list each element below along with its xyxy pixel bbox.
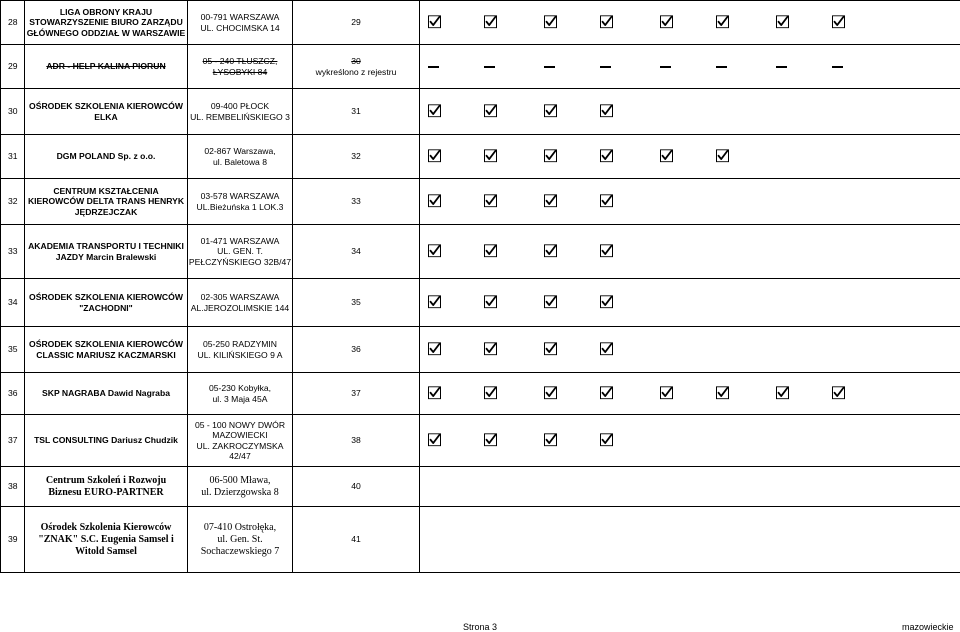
table-row bbox=[1, 415, 960, 467]
checkbox-checked-icon bbox=[428, 149, 441, 165]
entity-name bbox=[25, 373, 188, 415]
checkbox-checked-icon bbox=[776, 386, 789, 402]
cell-line: 40 bbox=[351, 481, 361, 492]
cell-line: 05-230 Kobyłka, bbox=[208, 383, 272, 393]
entity-address bbox=[188, 373, 293, 415]
cell-line: ŁYSOBYKI 84 bbox=[212, 66, 268, 77]
cell-line: 38 bbox=[351, 435, 361, 446]
entity-name bbox=[25, 179, 188, 225]
register-number bbox=[293, 415, 420, 467]
cell-line: AKADEMIA TRANSPORTU I TECHNIKI bbox=[28, 241, 184, 251]
register-number bbox=[293, 135, 420, 179]
cell-line: 32 bbox=[351, 151, 361, 162]
checkbox-checked-icon bbox=[484, 386, 497, 402]
scope-marks bbox=[420, 507, 960, 573]
cell-line: CLASSIC MARIUSZ KACZMARSKI bbox=[36, 349, 176, 360]
cell-line: SKP NAGRABA Dawid Nagraba bbox=[42, 388, 170, 399]
table-row bbox=[1, 467, 960, 507]
entry-number: 35 bbox=[1, 327, 25, 373]
checkbox-checked-icon bbox=[428, 342, 441, 358]
entry-number: 39 bbox=[1, 507, 25, 573]
checkbox-checked-icon bbox=[600, 15, 613, 31]
checkbox-checked-icon bbox=[428, 244, 441, 260]
cell-line: 33 bbox=[351, 196, 361, 207]
checkbox-checked-icon bbox=[544, 342, 557, 358]
checkbox-checked-icon bbox=[428, 15, 441, 31]
cell-line: "ZACHODNI" bbox=[79, 302, 133, 313]
checkbox-checked-icon bbox=[600, 244, 613, 260]
checkbox-checked-icon bbox=[428, 386, 441, 402]
checkbox-checked-icon bbox=[600, 342, 613, 358]
table-row bbox=[1, 179, 960, 225]
entity-name bbox=[25, 135, 188, 179]
entry-number: 38 bbox=[1, 467, 25, 507]
checkbox-checked-icon bbox=[544, 433, 557, 449]
scope-marks bbox=[420, 225, 960, 279]
cell-line: UL. ZAKROCZYMSKA bbox=[196, 440, 284, 451]
table-row bbox=[1, 507, 960, 573]
checkbox-checked-icon bbox=[776, 15, 789, 31]
cell-line: wykreślono z rejestru bbox=[315, 66, 397, 77]
table-row bbox=[1, 45, 960, 89]
cell-line: OŚRODEK SZKOLENIA KIEROWCÓW bbox=[29, 101, 183, 111]
register-number bbox=[293, 225, 420, 279]
checkbox-checked-icon bbox=[660, 386, 673, 402]
cell-line: MAZOWIECKI bbox=[212, 430, 268, 440]
cell-line: AL.JEROZOLIMSKIE 144 bbox=[190, 302, 290, 313]
checkbox-checked-icon bbox=[660, 15, 673, 31]
cell-line: 00-791 WARSZAWA bbox=[200, 12, 280, 22]
entity-address bbox=[188, 225, 293, 279]
table-row bbox=[1, 135, 960, 179]
entry-number: 34 bbox=[1, 279, 25, 327]
table-row bbox=[1, 373, 960, 415]
checkbox-checked-icon bbox=[484, 342, 497, 358]
cell-line: Sochaczewskiego 7 bbox=[200, 545, 280, 557]
cell-line: Biznesu EURO-PARTNER bbox=[48, 486, 164, 498]
checkbox-checked-icon bbox=[484, 244, 497, 260]
checkbox-checked-icon bbox=[484, 433, 497, 449]
cell-line: UL. CHOCIMSKA 14 bbox=[200, 22, 280, 33]
entity-name bbox=[25, 279, 188, 327]
entry-number: 37 bbox=[1, 415, 25, 467]
checkbox-checked-icon bbox=[484, 194, 497, 210]
entity-name bbox=[25, 225, 188, 279]
cell-line: 34 bbox=[351, 246, 361, 257]
checkbox-checked-icon bbox=[484, 149, 497, 165]
table-row bbox=[1, 1, 960, 45]
cell-line: 01-471 WARSZAWA bbox=[200, 235, 280, 246]
checkbox-checked-icon bbox=[428, 194, 441, 210]
page-number: Strona 3 bbox=[463, 622, 498, 632]
entry-number: 28 bbox=[1, 1, 25, 45]
checkbox-checked-icon bbox=[484, 295, 497, 311]
register-number bbox=[293, 279, 420, 327]
checkbox-checked-icon bbox=[600, 433, 613, 449]
cell-line: OŚRODEK SZKOLENIA KIEROWCÓW bbox=[29, 339, 183, 349]
cell-line: PEŁCZYŃSKIEGO 32B/47 bbox=[188, 256, 292, 267]
scope-marks bbox=[420, 279, 960, 327]
cell-line: ul. Gen. St. bbox=[217, 533, 263, 545]
entry-number: 30 bbox=[1, 89, 25, 135]
dash-icon bbox=[484, 66, 495, 68]
checkbox-checked-icon bbox=[544, 104, 557, 120]
cell-line: ul. Dzierzgowska 8 bbox=[201, 486, 279, 498]
register-number bbox=[293, 179, 420, 225]
cell-line: ADR - HELP KALINA PIORUN bbox=[46, 61, 166, 72]
checkbox-checked-icon bbox=[544, 386, 557, 402]
entry-number: 31 bbox=[1, 135, 25, 179]
table-row bbox=[1, 279, 960, 327]
scope-marks bbox=[420, 1, 960, 45]
register-number bbox=[293, 467, 420, 507]
cell-line: CENTRUM KSZTAŁCENIA bbox=[53, 185, 159, 196]
entity-name bbox=[25, 327, 188, 373]
cell-line: Witold Samsel bbox=[75, 545, 137, 557]
cell-line: ul. 3 Maja 45A bbox=[212, 393, 268, 404]
dash-icon bbox=[660, 66, 671, 68]
cell-line: "ZNAK" S.C. Eugenia Samsel i bbox=[38, 533, 174, 545]
register-number bbox=[293, 507, 420, 573]
checkbox-checked-icon bbox=[484, 104, 497, 120]
cell-line: UL.Bieżuńska 1 LOK.3 bbox=[196, 201, 284, 212]
cell-line: 06-500 Mława, bbox=[209, 474, 271, 486]
scope-marks bbox=[420, 135, 960, 179]
checkbox-checked-icon bbox=[600, 386, 613, 402]
cell-line: 09-400 PŁOCK bbox=[210, 101, 270, 111]
cell-line: 05 - 240 TŁUSZCZ, bbox=[202, 56, 278, 66]
region-label: mazowieckie bbox=[902, 622, 954, 632]
scope-marks bbox=[420, 179, 960, 225]
checkbox-checked-icon bbox=[832, 386, 845, 402]
entity-name bbox=[25, 45, 188, 89]
dash-icon bbox=[716, 66, 727, 68]
dash-icon bbox=[428, 66, 439, 68]
entity-name bbox=[25, 1, 188, 45]
scope-marks bbox=[420, 373, 960, 415]
register-number bbox=[293, 89, 420, 135]
cell-line: 37 bbox=[351, 388, 361, 399]
cell-line: OŚRODEK SZKOLENIA KIEROWCÓW bbox=[29, 292, 183, 302]
cell-line: ul. Baletowa 8 bbox=[213, 156, 267, 167]
checkbox-checked-icon bbox=[544, 194, 557, 210]
cell-line: TSL CONSULTING Dariusz Chudzik bbox=[34, 435, 178, 446]
cell-line: STOWARZYSZENIE BIURO ZARZĄDU bbox=[29, 17, 183, 28]
entity-address bbox=[188, 507, 293, 573]
entry-number: 29 bbox=[1, 45, 25, 89]
cell-line: 30 bbox=[351, 56, 361, 66]
scope-marks bbox=[420, 467, 960, 507]
checkbox-checked-icon bbox=[544, 295, 557, 311]
table-row bbox=[1, 327, 960, 373]
entity-address bbox=[188, 327, 293, 373]
cell-line: UL. KILIŃSKIEGO 9 A bbox=[197, 349, 283, 360]
entity-name bbox=[25, 415, 188, 467]
checkbox-checked-icon bbox=[600, 104, 613, 120]
scope-marks bbox=[420, 327, 960, 373]
cell-line: 41 bbox=[351, 534, 361, 545]
entity-address bbox=[188, 45, 293, 89]
entity-name bbox=[25, 89, 188, 135]
table-row bbox=[1, 89, 960, 135]
cell-line: Centrum Szkoleń i Rozwoju bbox=[45, 474, 167, 486]
cell-line: 36 bbox=[351, 344, 361, 355]
checkbox-checked-icon bbox=[600, 295, 613, 311]
entry-number: 33 bbox=[1, 225, 25, 279]
checkbox-checked-icon bbox=[544, 244, 557, 260]
entity-address bbox=[188, 415, 293, 467]
entity-name bbox=[25, 507, 188, 573]
checkbox-checked-icon bbox=[832, 15, 845, 31]
checkbox-checked-icon bbox=[544, 15, 557, 31]
cell-line: UL. GEN. T. bbox=[217, 246, 263, 257]
cell-line: Ośrodek Szkolenia Kierowców bbox=[40, 521, 172, 533]
cell-line: UL. REMBELIŃSKIEGO 3 bbox=[190, 111, 290, 122]
checkbox-checked-icon bbox=[716, 386, 729, 402]
entry-number: 32 bbox=[1, 179, 25, 225]
entity-address bbox=[188, 467, 293, 507]
checkbox-checked-icon bbox=[484, 15, 497, 31]
cell-line: 02-305 WARSZAWA bbox=[200, 292, 280, 302]
entity-address bbox=[188, 89, 293, 135]
entry-number: 36 bbox=[1, 373, 25, 415]
cell-line: GŁÓWNEGO ODDZIAŁ W WARSZAWIE bbox=[26, 27, 186, 38]
checkbox-checked-icon bbox=[428, 104, 441, 120]
cell-line: KIEROWCÓW DELTA TRANS HENRYK bbox=[27, 196, 185, 207]
cell-line: 03-578 WARSZAWA bbox=[200, 191, 280, 201]
scope-marks bbox=[420, 45, 960, 89]
cell-line: 07-410 Ostrołęka, bbox=[203, 521, 277, 533]
dash-icon bbox=[832, 66, 843, 68]
register-number bbox=[293, 45, 420, 89]
dash-icon bbox=[600, 66, 611, 68]
entity-address bbox=[188, 279, 293, 327]
checkbox-checked-icon bbox=[428, 433, 441, 449]
cell-line: 42/47 bbox=[229, 451, 251, 461]
dash-icon bbox=[544, 66, 555, 68]
checkbox-checked-icon bbox=[600, 149, 613, 165]
table-row bbox=[1, 225, 960, 279]
cell-line: 31 bbox=[351, 106, 361, 117]
entity-address bbox=[188, 1, 293, 45]
cell-line: ELKA bbox=[94, 111, 118, 122]
entity-address bbox=[188, 179, 293, 225]
checkbox-checked-icon bbox=[716, 15, 729, 31]
scope-marks bbox=[420, 415, 960, 467]
register-number bbox=[293, 373, 420, 415]
scope-marks bbox=[420, 89, 960, 135]
cell-line: 02-867 Warszawa, bbox=[204, 146, 276, 156]
dash-icon bbox=[776, 66, 787, 68]
cell-line: JĘDRZEJCZAK bbox=[74, 206, 138, 217]
cell-line: JAZDY Marcin Bralewski bbox=[55, 251, 157, 262]
checkbox-checked-icon bbox=[428, 295, 441, 311]
checkbox-checked-icon bbox=[660, 149, 673, 165]
register-number bbox=[293, 327, 420, 373]
cell-line: 29 bbox=[351, 17, 361, 28]
cell-line: 05-250 RADZYMIN bbox=[202, 339, 278, 349]
entity-address bbox=[188, 135, 293, 179]
cell-line: 35 bbox=[351, 297, 361, 308]
checkbox-checked-icon bbox=[600, 194, 613, 210]
entity-name bbox=[25, 467, 188, 507]
register-number bbox=[293, 1, 420, 45]
cell-line: DGM POLAND Sp. z o.o. bbox=[56, 151, 156, 162]
checkbox-checked-icon bbox=[544, 149, 557, 165]
cell-line: 05 - 100 NOWY DWÓR bbox=[194, 419, 286, 430]
checkbox-checked-icon bbox=[716, 149, 729, 165]
cell-line: LIGA OBRONY KRAJU bbox=[59, 6, 153, 17]
